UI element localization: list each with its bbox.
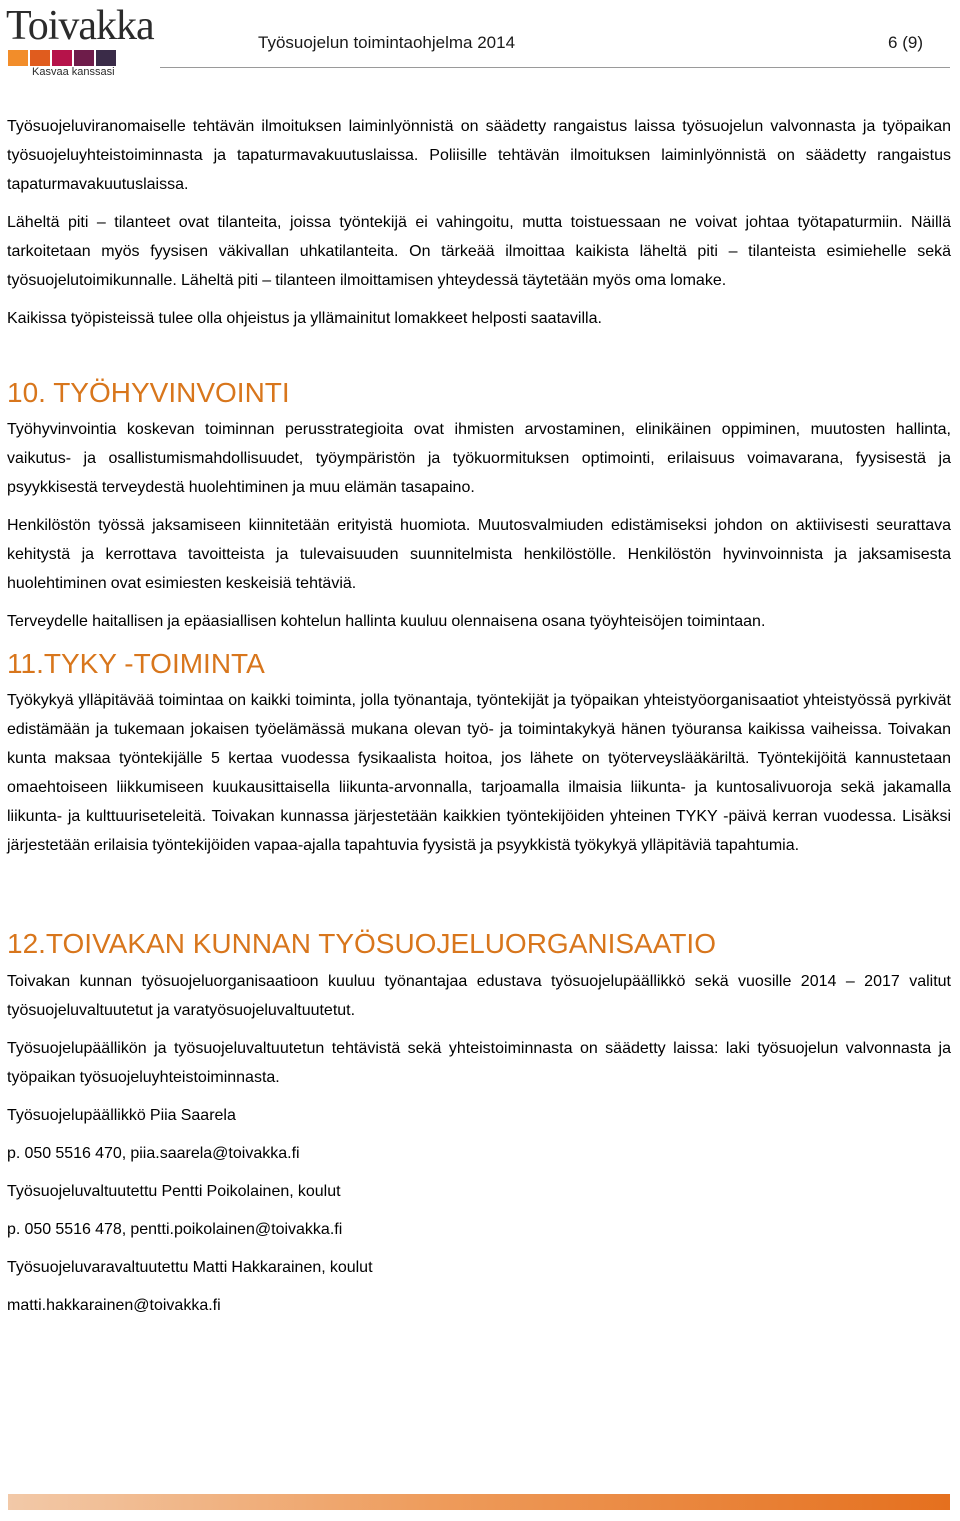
contact-safety-manager-details: p. 050 5516 470, piia.saarela@toivakka.fi (7, 1145, 300, 1162)
logo-bar-5 (96, 50, 116, 66)
contact-deputy-email: matti.hakkarainen@toivakka.fi (7, 1297, 221, 1314)
document-title: Työsuojelun toimintaohjelma 2014 (258, 33, 516, 52)
paragraph-reporting-penalties: Työsuojeluviranomaiselle tehtävän ilmoituksen laiminlyönnistä on säädetty rangaistus laissa työsuojelun valvonnasta ja työpaikan työsuojeluyhteistoiminnasta ja tapaturmavakuutuslaissa. Poliisille tehtävän ilmoituksen laiminlyönnistä on säädetty rangaistus tapaturmavakuutuslaissa. (7, 118, 951, 193)
paragraph-harassment: Terveydelle haitallisen ja epäasiallisen kohtelun hallinta kuuluu olennaisena osana työyhteisöjen toimintaan. (7, 613, 766, 630)
section-heading-10: 10. TYÖHYVINVOINTI (7, 377, 290, 408)
section-heading-12: 12.TOIVAKAN KUNNAN TYÖSUOJELUORGANISAATIO (7, 928, 716, 959)
logo-bar-2 (30, 50, 50, 66)
logo-bar-1 (8, 50, 28, 66)
page-number: 6 (9) (888, 33, 923, 52)
footer-gradient-bar (8, 1494, 950, 1510)
paragraph-tyky: Työkykyä ylläpitävää toimintaa on kaikki toiminta, jolla työnantaja, työntekijät ja työpaikan yhteistyöorganisaatiot yhteistyössä pyrkivät edistämään ja tukemaan jokaisen työelämässä mukana olevan työ- ja toimintakykyä hänen työuransa kaikissa vaiheissa. Toivakan kunta maksaa työntekijälle 5 kertaa vuodessa fysikaalista hoitoa, jos lähete on työterveyslääkäriltä. Työntekijöitä kannustetaan omaehtoiseen liikkumiseen kuukausittaisella liikunta-arvonnalla, tarjoamalla ilmaisia liikunta- ja kuntosalivuoroja sekä jakamalla liikunta- ja kulttuuriseteleitä. Toivakan kunnassa järjestetään kaikkien työntekijöiden yhteinen TYKY -päivä kerran vuodessa. Lisäksi järjestetään erilaisia työntekijöiden vapaa-ajalla tapahtuvia fyysistä ja psyykkistä työkykyä ylläpitäviä tapahtumia. (7, 692, 951, 854)
paragraph-organisation: Toivakan kunnan työsuojeluorganisaatioon kuuluu työnantajaa edustava työsuojelupäällikkö sekä vuosille 2014 – 2017 valitut työsuojeluvaltuutetut ja varatyösuojeluvaltuutetut. (7, 973, 951, 1019)
logo-bar-4 (74, 50, 94, 66)
header-divider (160, 67, 950, 68)
paragraph-duties: Työsuojelupäällikön ja työsuojeluvaltuutetun tehtävistä sekä yhteistoiminnasta on säädetty laissa: laki työsuojelun valvonnasta ja työpaikan työsuojeluyhteistoiminnasta. (7, 1040, 951, 1086)
contact-representative: Työsuojeluvaltuutettu Pentti Poikolainen, koulut (7, 1183, 341, 1200)
logo-bar-3 (52, 50, 72, 66)
toivakka-logo (6, 4, 160, 76)
contact-representative-details: p. 050 5516 478, pentti.poikolainen@toivakka.fi (7, 1221, 343, 1238)
paragraph-coping: Henkilöstön työssä jaksamiseen kiinnitetään erityistä huomiota. Muutosvalmiuden edistämiseksi johdon on aktiivisesti seurattava kehitystä ja kerrottava tavoitteista ja tulevaisuuden suunnitelmista henkilöstölle. Henkilöstön hyvinvoinnista ja jaksamisesta huolehtiminen ovat esimiesten keskeisiä tehtäviä. (7, 517, 951, 592)
logo-tagline: Kasvaa kanssasi (32, 66, 115, 78)
logo-color-bars (8, 50, 116, 66)
document-body (7, 112, 951, 1320)
contact-deputy-representative: Työsuojeluvaravaltuutettu Matti Hakkarainen, koulut (7, 1259, 373, 1276)
section-heading-11: 11.TYKY -TOIMINTA (7, 648, 265, 679)
contact-safety-manager: Työsuojelupäällikkö Piia Saarela (7, 1107, 236, 1124)
logo-wordmark: Toivakka (6, 3, 154, 49)
paragraph-wellbeing-strategy: Työhyvinvointia koskevan toiminnan perusstrategioita ovat ihmisten arvostaminen, elinikäinen oppiminen, muutosten hallinta, vaikutus- ja osallistumismahdollisuudet, työympäristön ja työkuormituksen optimointi, erilaisuus voimavarana, fyysisestä ja psyykkisestä terveydestä huolehtiminen ja muu elämän tasapaino. (7, 421, 951, 496)
paragraph-instructions: Kaikissa työpisteissä tulee olla ohjeistus ja yllämainitut lomakkeet helposti saatavilla. (7, 310, 602, 327)
paragraph-near-miss: Läheltä piti – tilanteet ovat tilanteita, joissa työntekijä ei vahingoitu, mutta toistuessaan ne voivat johtaa työtapaturmiin. Näillä tarkoitetaan myös fyysisen väkivallan uhkatilanteita. On tärkeää ilmoittaa kaikista läheltä piti – tilanteista esimiehelle sekä työsuojelutoimikunnalle. Läheltä piti – tilanteen ilmoittamisen yhteydessä täytetään myös oma lomake. (7, 214, 951, 289)
